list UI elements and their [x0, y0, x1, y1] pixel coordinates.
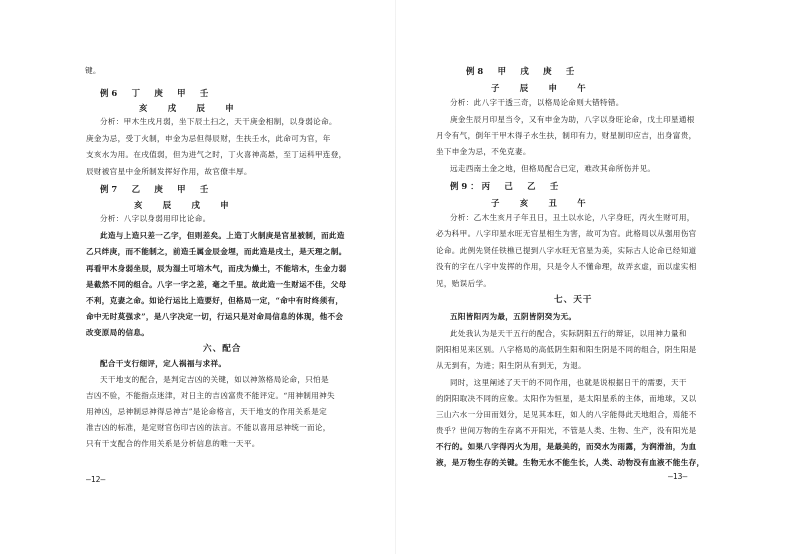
- text-line: 不利，克妻之命。如论行运比上造要好，但格局一定，“命中有时终须有，: [86, 296, 344, 305]
- example-7-branches: 亥 辰 戌 申: [134, 200, 235, 210]
- text-line: 辰财被官星中金所制发挥好作用，故官僚丰厚。: [86, 167, 252, 176]
- example-6-branches: 亥 戌 辰 申: [139, 103, 240, 113]
- section-motto: 五阳皆阳丙为最，五阴皆阴癸为无。: [450, 312, 577, 321]
- text-line: 分析：甲木生戌月弱，坐下辰土扫之，天干庚金相制，以身弱论命。: [100, 117, 337, 126]
- example-7-heading: 例7 乙 庚 甲 壬: [100, 184, 212, 194]
- text-line: 键。: [85, 66, 101, 75]
- example-8-branches: 子 辰 申 午: [491, 83, 592, 93]
- section-motto: 配合干支行细评，定人祸福与求祥。: [100, 359, 227, 368]
- text-line: 吉凶不验，不能指点迷津，对日主的吉凶富贵不能评定。“用神制用神失: [86, 391, 335, 400]
- example-8-heading: 例8 甲 戌 庚 壬: [466, 66, 578, 76]
- text-line: 月令有气，倒年干甲木得子水生扶，制印有力，财星制印应吉，出身富贵，: [436, 131, 697, 140]
- text-line: 命中无时莫强求”，是八字决定一切，行运只是对命局信息的体现，他不会: [86, 312, 344, 321]
- text-line: 必为科甲。八字印星水旺无官星相生为害，故可为官。此格局以从强用伤官: [436, 229, 697, 238]
- text-line: 只有干支配合的作用关系是分析信息的唯一天平。: [86, 439, 260, 448]
- text-line: 庚金为忌，受丁火制，申金为忌但得辰财，生扶壬水，此命可为官，年: [86, 134, 331, 143]
- text-line: 的阴阳取决不同的应象。太阳作为恒星，是太阳星系的主体，而地球，又以: [436, 394, 697, 403]
- example-6-heading: 例6 丁 庚 甲 壬: [100, 88, 212, 98]
- text-line: 贵乎？世间万物的生存离不开阳光，不管是人类、生物、生产，没有阳光是: [436, 426, 697, 435]
- text-line: 同时，这里阐述了天干的不同作用，也就是说根据日干的需要，天干: [450, 378, 687, 387]
- text-line: 阴阳相见来区别。八字格局的高低阴生阳和阳生阴是不同的组合，阴生阳是: [436, 345, 697, 354]
- text-line: 分析：此八字干透三奇，以格局论命则大错特错。: [450, 98, 624, 107]
- text-line: 是截然不同的组合。八字一字之差，毫之千里。故此造一生财运不佳，父母: [86, 280, 347, 289]
- section-heading-7: 七、天干: [554, 295, 593, 305]
- text-line: 再看甲木身弱坐辰，辰为湿土可培木气，而戌为燥土，不能培木，生金力弱: [86, 264, 347, 273]
- text-line: 此造与上造只差一乙字，但则差矣。上造丁火制庚是官星被制，而此造: [100, 231, 345, 240]
- example-9-heading: 例9：丙 己 乙 壬: [450, 181, 562, 191]
- text-line: 不行的。如果八字得丙火为用，是最美的，而癸水为雨露，为润滑油，为血: [436, 442, 697, 451]
- text-line: 液，是万物生存的关键。生物无水不能生长，人类、动物没有血液不能生存，: [436, 458, 705, 467]
- page-number: —12—: [86, 475, 106, 484]
- text-line: 见，贻误后学。: [436, 279, 492, 288]
- text-line: 天干地支的配合，是判定吉凶的关键，如以神煞格局论命，只怕是: [100, 375, 329, 384]
- text-line: 分析：八字以身弱用印比论命。: [100, 214, 211, 223]
- example-9-branches: 子 亥 丑 午: [491, 198, 592, 208]
- text-line: 此处我认为是天干五行的配合，实际阴阳五行的辩证，以用神力量和: [450, 329, 687, 338]
- text-line: 改变原局的信息。: [86, 328, 150, 337]
- text-line: 支亥水为用。在戌值弱，但为进气之时，丁火喜神高悬，至丁运科甲连登，: [86, 150, 347, 159]
- text-line: 庚金生辰月印星当令，又有申金为助，八字以身旺论命，戊土印星通根: [450, 115, 695, 124]
- text-line: 没有的字在八字中发挥的作用，只是令人不懂命理，故弄玄虚，而以虚实相: [436, 262, 697, 271]
- text-line: 三山六水一分田而划分，足见其本旺，如人的八字能得此天地组合，焉能不: [436, 410, 697, 419]
- text-line: 分析：乙木生亥月子年丑日，丑土以水论，八字身旺，丙火生财可用，: [450, 213, 695, 222]
- text-line: 乙只绊庚，而不能制之，前造壬属金辰金埋，而此造是戌土，是天理之制。: [86, 247, 347, 256]
- right-page: [396, 0, 793, 554]
- page-number: —13—: [668, 472, 688, 481]
- text-line: 用神凶，忌神制忌神得忌神吉”是论命格言，天干地支的作用关系是定: [86, 407, 327, 416]
- text-line: 从无到有，为进；阳生阴从有到无，为退。: [436, 361, 586, 370]
- text-line: 准吉凶的标准，是定财官伤印吉凶的法言。不能以喜用忌神统一而论，: [86, 423, 331, 432]
- section-heading-6: 六、配合: [203, 344, 242, 354]
- text-line: 论命。此例先贤任铁樵已提到八字水旺无官星为美，实际古人论命已经知道: [436, 246, 697, 255]
- text-line: 坐下申金为忌，不免克妻。: [436, 147, 531, 156]
- text-line: 远走西南土金之地，但格局配合已定，难改其命所伤并见。: [450, 164, 656, 173]
- left-page: [0, 0, 396, 554]
